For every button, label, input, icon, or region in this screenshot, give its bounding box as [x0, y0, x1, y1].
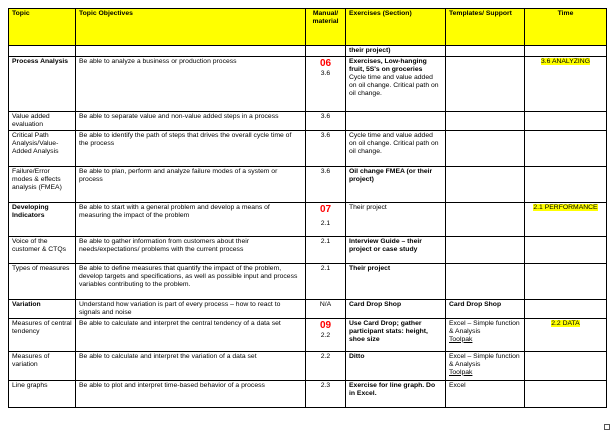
topic-cell: Process Analysis	[9, 56, 76, 111]
objective-cell: Be able to define measures that quantify the impact of the problem, develop targets and specifications, as well as possible input and process variables contributing to the problem.	[76, 263, 306, 299]
manual-cell: 3.6	[306, 111, 346, 130]
time-label: 2.1 PERFORMANCE	[533, 203, 598, 211]
template-cell	[446, 351, 525, 380]
template-cell	[446, 318, 525, 351]
header-objectives: Topic Objectives	[76, 9, 306, 46]
manual-cell	[306, 202, 346, 236]
time-cell	[525, 56, 607, 111]
table-row	[9, 318, 607, 351]
exercise-cell	[346, 318, 446, 351]
exercise-cell: Oil change FMEA (or their project)	[346, 166, 446, 202]
template-text: Excel – Simple function & Analysis	[449, 352, 520, 368]
topic-cell: Variation	[9, 299, 76, 318]
objective-cell: Be able to gather information from customers about their needs/expectations/ problems with the current process	[76, 236, 306, 263]
exercise-cell	[346, 111, 446, 130]
manual-cell	[306, 56, 346, 111]
objective-cell: Be able to separate value and non-value added steps in a process	[76, 111, 306, 130]
training-plan-table	[8, 8, 607, 408]
table-row	[9, 46, 607, 57]
resize-corner-icon	[604, 424, 610, 430]
exercise-cell: Cycle time and value added on oil change. Critical path on oil change.	[346, 130, 446, 166]
table-row	[9, 351, 607, 380]
time-cell	[525, 202, 607, 236]
manual-cell: 2.1	[306, 263, 346, 299]
manual-ref: 3.6	[320, 69, 331, 77]
template-text: Excel – Simple function & Analysis	[449, 319, 520, 335]
table-row	[9, 130, 607, 166]
time-label: 2.2 DATA	[551, 319, 580, 327]
time-cell	[525, 318, 607, 351]
template-cell: Card Drop Shop	[446, 299, 525, 318]
manual-cell	[306, 46, 346, 57]
exercise-text-2: Cycle time and value added on oil change. Critical path on oil change.	[349, 73, 439, 97]
manual-cell: N/A	[306, 299, 346, 318]
objective-cell: Be able to plot and interpret time-based behavior of a process	[76, 380, 306, 407]
objective-cell: Understand how variation is part of every process – how to react to signals and noise	[76, 299, 306, 318]
time-cell	[525, 263, 607, 299]
time-cell	[525, 299, 607, 318]
exercise-cell	[346, 56, 446, 111]
table-row	[9, 299, 607, 318]
template-cell	[446, 111, 525, 130]
topic-cell: Measures of central tendency	[9, 318, 76, 351]
table-row	[9, 263, 607, 299]
header-row	[9, 9, 607, 46]
objective-cell: Be able to start with a general problem and develop a means of measuring the impact of the problem	[76, 202, 306, 236]
topic-cell: Line graphs	[9, 380, 76, 407]
time-cell	[525, 351, 607, 380]
table-row	[9, 56, 607, 111]
header-exercises: Exercises (Section)	[346, 9, 446, 46]
exercise-cell: Their project	[346, 202, 446, 236]
exercise-cell: Exercise for line graph. Do in Excel.	[346, 380, 446, 407]
objective-cell: Be able to plan, perform and analyze failure modes of a system or process	[76, 166, 306, 202]
exercise-cell: Card Drop Shop	[346, 299, 446, 318]
objective-cell: Be able to identify the path of steps that drives the overall cycle time of the process	[76, 130, 306, 166]
topic-cell	[9, 46, 76, 57]
exercise-text: Use Card Drop; gather participant stats: height, shoe size	[349, 319, 428, 343]
template-cell	[446, 202, 525, 236]
objective-cell: Be able to analyze a business or production process	[76, 56, 306, 111]
header-topic: Topic	[9, 9, 76, 46]
header-templates: Templates/ Support	[446, 9, 525, 46]
manual-section-number: 07	[319, 203, 332, 215]
time-cell	[525, 46, 607, 57]
manual-cell: 2.1	[306, 236, 346, 263]
exercise-cell: their project)	[346, 46, 446, 57]
manual-ref: 2.1	[320, 219, 331, 227]
template-cell: Excel	[446, 380, 525, 407]
time-cell	[525, 236, 607, 263]
time-cell	[525, 111, 607, 130]
objective-cell: Be able to calculate and interpret the variation of a data set	[76, 351, 306, 380]
exercise-cell: Ditto	[346, 351, 446, 380]
header-manual: Manual/ material	[306, 9, 346, 46]
time-cell	[525, 380, 607, 407]
objective-cell	[76, 46, 306, 57]
exercise-cell: Interview Guide – their project or case study	[346, 236, 446, 263]
manual-section-number: 06	[319, 57, 332, 69]
exercise-text: Exercises, Low-hanging fruit, 5S's on groceries	[349, 57, 427, 73]
template-link[interactable]: Toolpak	[449, 335, 473, 343]
table-row	[9, 236, 607, 263]
template-cell	[446, 130, 525, 166]
topic-cell: Critical Path Analysis/Value-Added Analysis	[9, 130, 76, 166]
topic-cell: Failure/Error modes & effects analysis (FMEA)	[9, 166, 76, 202]
manual-section-number: 09	[319, 319, 332, 331]
time-cell	[525, 166, 607, 202]
topic-cell: Types of measures	[9, 263, 76, 299]
time-cell	[525, 130, 607, 166]
template-cell	[446, 46, 525, 57]
header-time: Time	[525, 9, 607, 46]
template-cell	[446, 166, 525, 202]
topic-cell: Voice of the customer & CTQs	[9, 236, 76, 263]
template-link[interactable]: Toolpak	[449, 368, 473, 376]
manual-ref: 2.2	[320, 331, 331, 339]
topic-cell: Value added evaluation	[9, 111, 76, 130]
table-row	[9, 380, 607, 407]
table-row	[9, 111, 607, 130]
manual-cell	[306, 318, 346, 351]
topic-cell: Developing Indicators	[9, 202, 76, 236]
manual-cell: 3.6	[306, 130, 346, 166]
table-row	[9, 202, 607, 236]
manual-cell: 2.3	[306, 380, 346, 407]
manual-cell: 2.2	[306, 351, 346, 380]
template-cell	[446, 236, 525, 263]
manual-cell: 3.6	[306, 166, 346, 202]
template-cell	[446, 56, 525, 111]
time-label: 3.6 ANALYZING	[541, 57, 590, 65]
exercise-cell: Their project	[346, 263, 446, 299]
template-cell	[446, 263, 525, 299]
objective-cell: Be able to calculate and interpret the central tendency of a data set	[76, 318, 306, 351]
table-row	[9, 166, 607, 202]
topic-cell: Measures of variation	[9, 351, 76, 380]
